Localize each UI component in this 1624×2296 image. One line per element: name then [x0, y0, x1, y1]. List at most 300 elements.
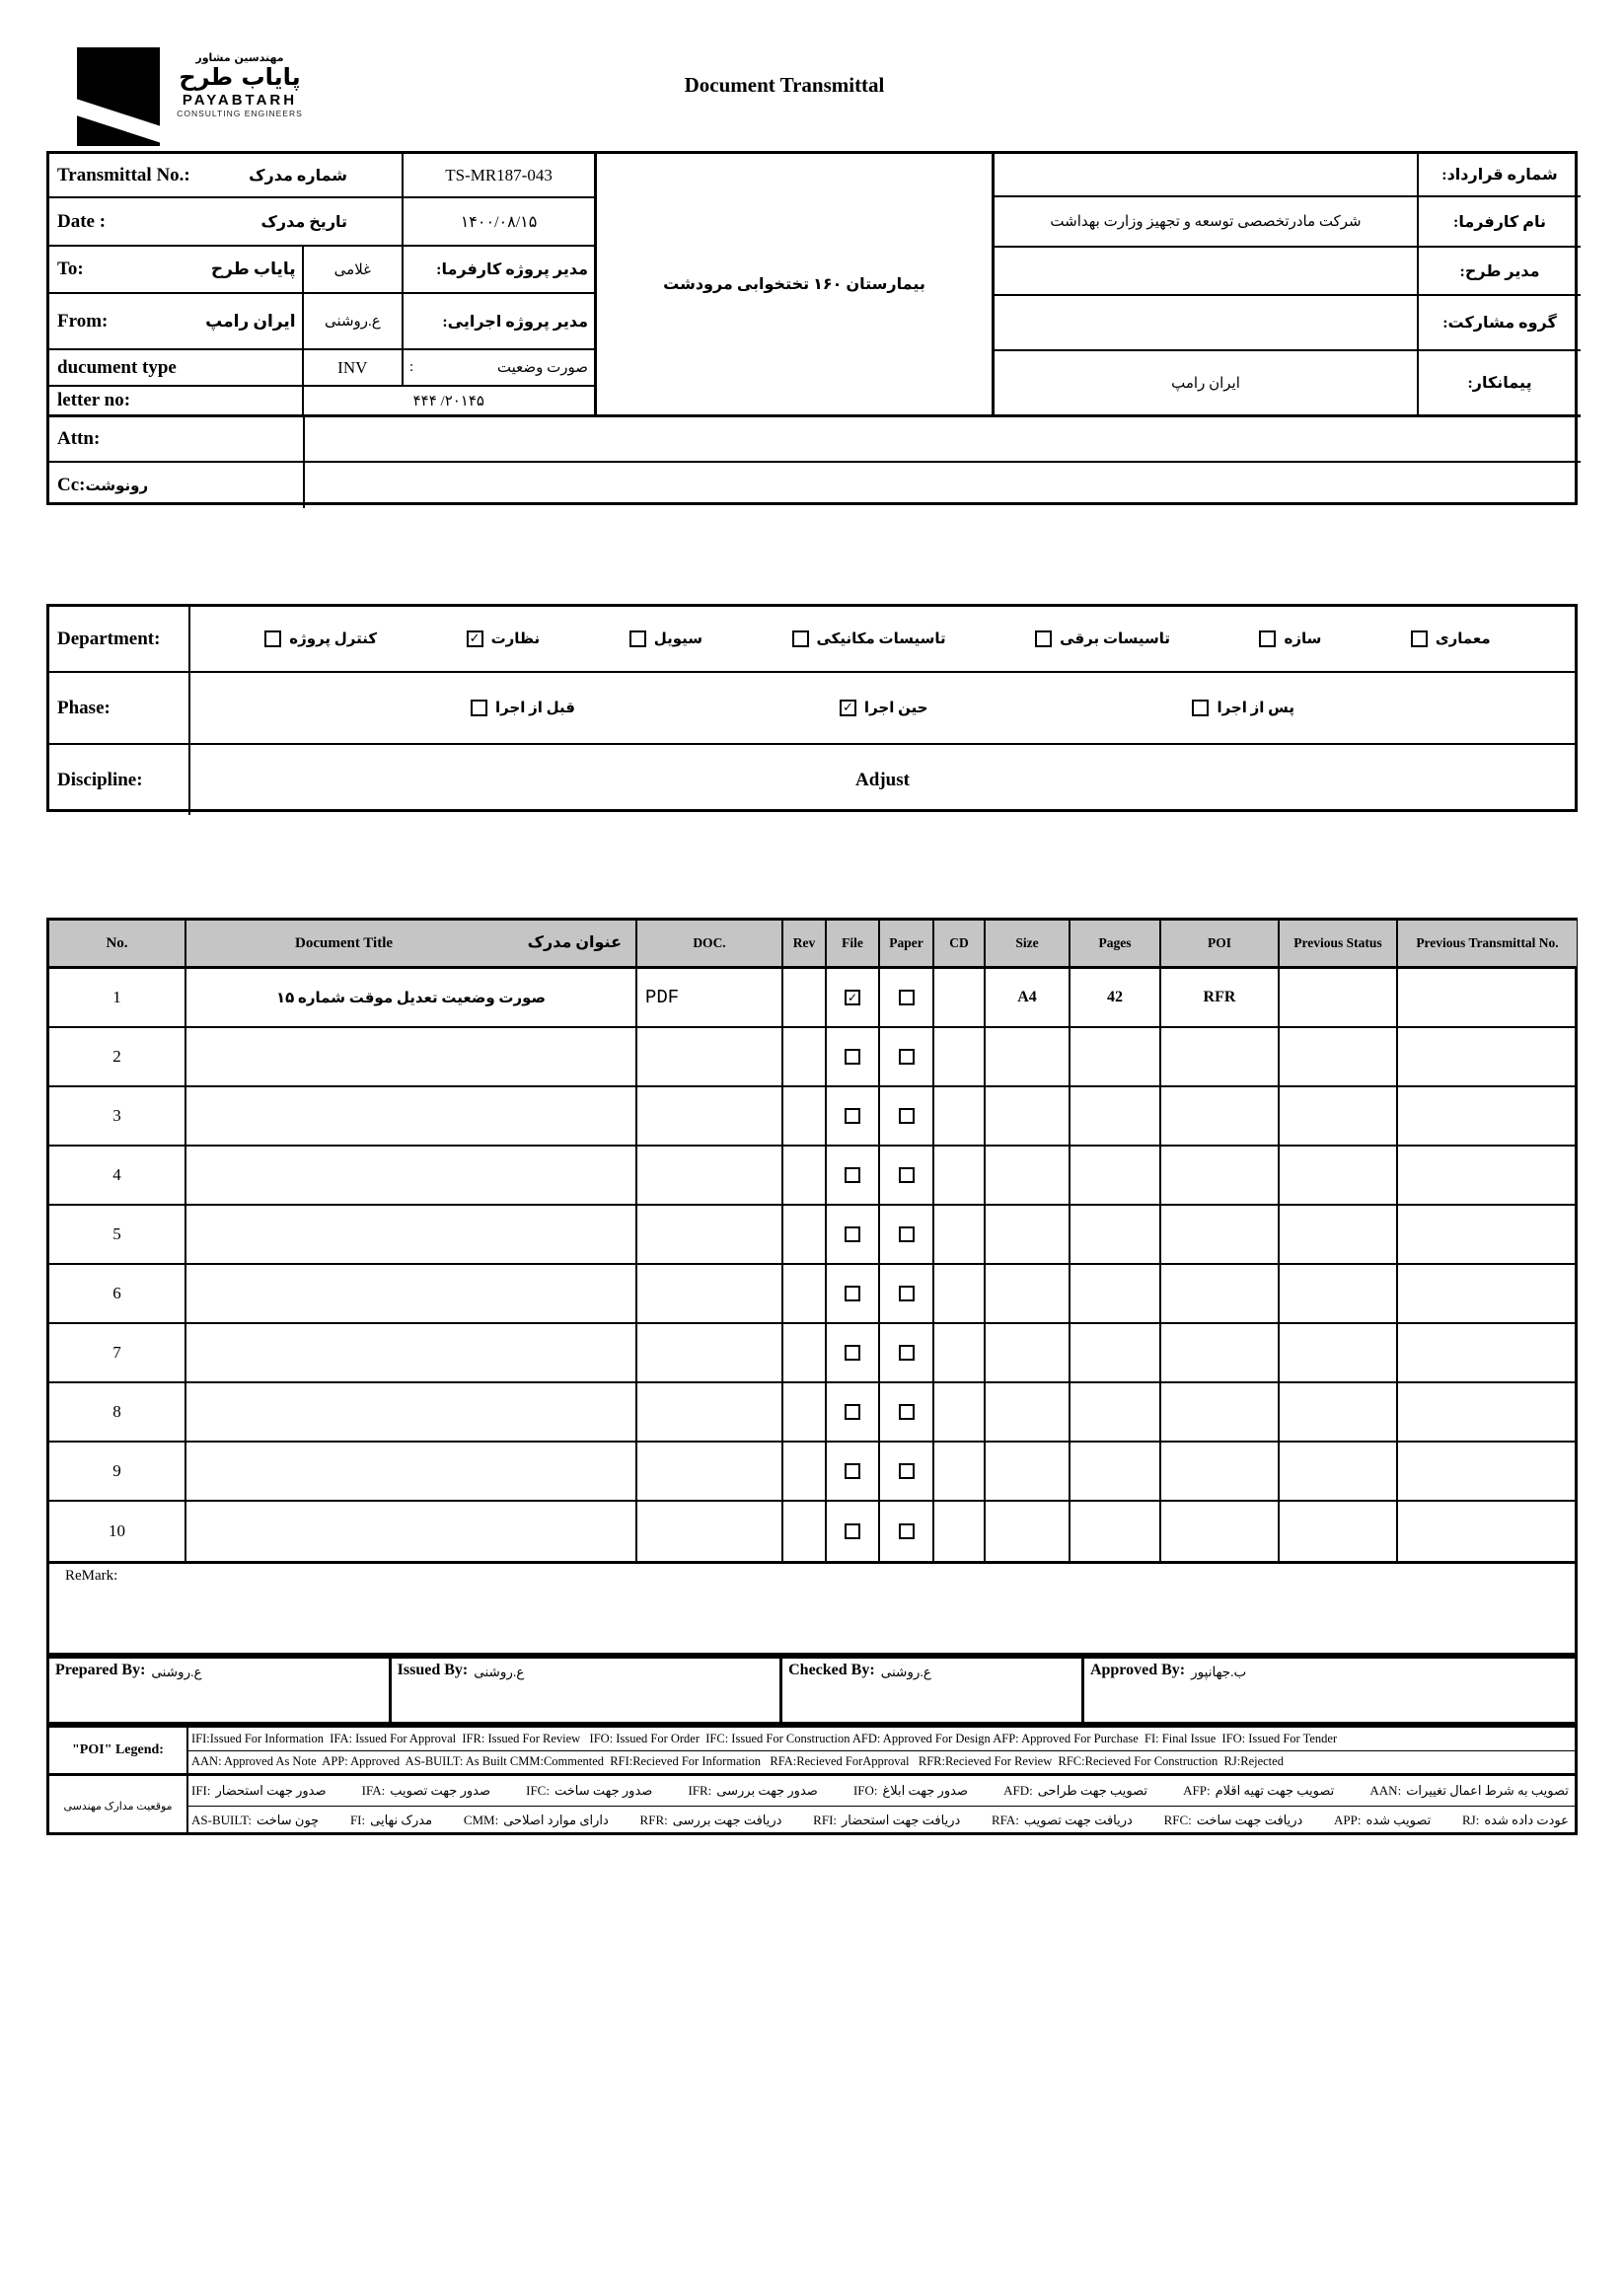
paper-checkbox[interactable] — [899, 1167, 915, 1183]
paper-checkbox[interactable] — [899, 1286, 915, 1301]
letterno-label: letter no: — [57, 390, 131, 410]
paper-cell — [880, 1206, 934, 1265]
paper-checkbox[interactable] — [899, 1049, 915, 1065]
table-row — [49, 1028, 1575, 1087]
prev-transmittal-value — [1398, 1443, 1577, 1502]
row-number: 2 — [49, 1028, 186, 1087]
paper-cell — [880, 1265, 934, 1324]
department-label: Department: — [49, 607, 190, 671]
department-option — [629, 630, 702, 648]
contract-info-label: شماره قرارداد: — [1441, 167, 1558, 184]
contract-info-row — [995, 154, 1581, 197]
department-checkbox[interactable] — [264, 630, 281, 647]
pages-value: 42 — [1070, 969, 1161, 1028]
doc-format — [637, 1206, 783, 1265]
prev-transmittal-value — [1398, 969, 1577, 1028]
cc-label-en: Cc: — [57, 475, 86, 495]
letterno-value: ۴۴۴ /۲۰۱۴۵ — [412, 393, 484, 409]
col-header-title-en: Document Title — [295, 935, 394, 951]
legend-item — [464, 1813, 609, 1828]
classification-table — [46, 604, 1578, 812]
pages-value — [1070, 1383, 1161, 1443]
prev-transmittal-value — [1398, 1265, 1577, 1324]
table-row — [49, 1265, 1575, 1324]
prev-transmittal-value — [1398, 1502, 1577, 1561]
poi-value — [1161, 1265, 1280, 1324]
file-cell — [827, 1443, 880, 1502]
department-option — [1035, 630, 1170, 648]
col-header-poi: POI — [1161, 921, 1280, 969]
contract-info-row — [995, 351, 1581, 414]
department-option-label: تاسیسات برقی — [1060, 631, 1170, 647]
poi-value — [1161, 1443, 1280, 1502]
from-value: ایران رامپ — [205, 311, 296, 331]
from-role-label: مدیر پروژه اجرایی: — [442, 313, 588, 331]
transmittal-no-label-fa: شماره مدرک — [249, 167, 348, 185]
legend-item-code: FI: — [349, 1813, 366, 1828]
department-option-label: سازه — [1284, 631, 1322, 647]
poi-value — [1161, 1087, 1280, 1147]
rev-value — [783, 1324, 827, 1383]
legend-item — [640, 1813, 782, 1828]
size-value — [986, 1147, 1070, 1206]
col-header-prev-status: Previous Status — [1280, 921, 1398, 969]
department-checkbox[interactable] — [1259, 630, 1276, 647]
rev-value — [783, 1206, 827, 1265]
col-header-title-fa: عنوان مدرک — [527, 934, 622, 952]
table-row — [49, 1087, 1575, 1147]
table-row — [49, 1206, 1575, 1265]
logo-fa-name: پایاب طرح — [179, 63, 301, 91]
from-person: ع.روشنی — [304, 294, 404, 348]
pages-value — [1070, 1502, 1161, 1561]
size-value — [986, 1087, 1070, 1147]
legend-item-code: RFC: — [1163, 1813, 1192, 1828]
prev-transmittal-value — [1398, 1087, 1577, 1147]
cd-value — [934, 1502, 986, 1561]
file-cell — [827, 1028, 880, 1087]
file-cell — [827, 1206, 880, 1265]
paper-cell — [880, 1383, 934, 1443]
contract-info-value — [995, 154, 1419, 195]
size-value — [986, 1206, 1070, 1265]
pages-value — [1070, 1265, 1161, 1324]
legend-item-code: RFA: — [991, 1813, 1019, 1828]
col-header-paper: Paper — [880, 921, 934, 969]
department-checkbox[interactable] — [1411, 630, 1428, 647]
file-checkbox[interactable] — [845, 1167, 860, 1183]
phase-option-label: پس از اجرا — [1217, 701, 1294, 716]
size-value — [986, 1383, 1070, 1443]
cd-value — [934, 1443, 986, 1502]
doc-format — [637, 1502, 783, 1561]
legend-item-code: CMM: — [463, 1813, 499, 1828]
file-cell — [827, 1324, 880, 1383]
approved-by-name: ب.جهانپور — [1191, 1665, 1247, 1679]
remark-label: ReMark: — [65, 1568, 118, 1584]
legend-item-code: RJ: — [1462, 1813, 1480, 1828]
table-row — [49, 1383, 1575, 1443]
documents-table — [46, 918, 1578, 1564]
discipline-value: Adjust — [855, 769, 910, 790]
paper-cell — [880, 1443, 934, 1502]
rev-value — [783, 1443, 827, 1502]
cc-label-fa: رونوشت — [85, 478, 149, 494]
row-number: 9 — [49, 1443, 186, 1502]
legend-item — [191, 1783, 327, 1799]
contract-info-table — [995, 154, 1581, 414]
table-row — [49, 969, 1575, 1028]
department-checkbox[interactable] — [1035, 630, 1052, 647]
legend-item — [1164, 1813, 1303, 1828]
legend-en-line1: IFI:Issued For Information IFA: Issued For Approval IFR: Issued For Review IFO: Issued For Order IFC: Issued For Construction AFD: Approved For Design AFP: Approved For Purchase FI: Final Issue IFO: Issued For Tender — [188, 1728, 1575, 1751]
date-label-fa: تاریخ مدرک — [260, 213, 348, 231]
doc-format — [637, 1324, 783, 1383]
rev-value — [783, 1028, 827, 1087]
row-number: 3 — [49, 1087, 186, 1147]
cc-value — [305, 463, 1581, 508]
legend-item-text: دریافت جهت بررسی — [672, 1813, 782, 1828]
poi-value — [1161, 1206, 1280, 1265]
col-header-rev: Rev — [783, 921, 827, 969]
contract-info-label: مدیر طرح: — [1459, 262, 1540, 280]
paper-checkbox[interactable] — [899, 1345, 915, 1361]
cd-value — [934, 1324, 986, 1383]
department-checkbox[interactable] — [792, 630, 809, 647]
legend-fa-line2 — [188, 1807, 1575, 1836]
prev-transmittal-value — [1398, 1324, 1577, 1383]
document-title — [186, 1502, 637, 1561]
project-name: بیمارستان ۱۶۰ تختخوابی مرودشت — [663, 276, 925, 293]
doc-format — [637, 1443, 783, 1502]
pages-value — [1070, 1147, 1161, 1206]
document-title — [186, 1324, 637, 1383]
pages-value — [1070, 1324, 1161, 1383]
prev-transmittal-value — [1398, 1028, 1577, 1087]
document-title — [186, 1087, 637, 1147]
cd-value — [934, 1265, 986, 1324]
rev-value — [783, 1502, 827, 1561]
paper-cell — [880, 1502, 934, 1561]
transmittal-info-table — [46, 151, 1578, 505]
legend-item-text: تصویب شده — [1366, 1813, 1432, 1828]
file-cell — [827, 1087, 880, 1147]
paper-checkbox[interactable] — [899, 1108, 915, 1124]
legend-item — [191, 1813, 319, 1828]
paper-checkbox[interactable] — [899, 1404, 915, 1420]
department-option-label: نظارت — [490, 631, 541, 647]
rev-value — [783, 1383, 827, 1443]
prev-status-value — [1280, 969, 1398, 1028]
legend-item-code: AFD: — [1003, 1782, 1033, 1798]
row-number: 5 — [49, 1206, 186, 1265]
to-role-label: مدیر پروژه کارفرما: — [436, 261, 588, 278]
cd-value — [934, 1028, 986, 1087]
department-option-label: سیویل — [653, 631, 702, 647]
legend-item-text: دریافت جهت تصویب — [1023, 1813, 1133, 1828]
contract-info-label: پیمانکار: — [1467, 375, 1532, 392]
department-option-label: کنترل پروژه — [289, 631, 378, 647]
prev-status-value — [1280, 1383, 1398, 1443]
document-title — [186, 1206, 637, 1265]
contract-info-row — [995, 248, 1581, 296]
paper-cell — [880, 1324, 934, 1383]
legend-item-code: IFC: — [526, 1782, 550, 1798]
prev-status-value — [1280, 1087, 1398, 1147]
poi-value — [1161, 1383, 1280, 1443]
doc-format — [637, 1147, 783, 1206]
row-number: 1 — [49, 969, 186, 1028]
poi-value: RFR — [1161, 969, 1280, 1028]
to-person: غلامی — [304, 247, 404, 292]
contract-info-value: ایران رامپ — [995, 351, 1419, 414]
col-header-no: No. — [49, 921, 186, 969]
file-checkbox[interactable]: ✓ — [845, 990, 860, 1005]
legend-item-code: RFI: — [813, 1813, 838, 1828]
size-value — [986, 1028, 1070, 1087]
checked-by-name: ع.روشنی — [880, 1665, 931, 1679]
size-value — [986, 1502, 1070, 1561]
table-row — [49, 1443, 1575, 1502]
logo-en-name: PAYABTARH — [182, 91, 298, 109]
department-option — [264, 630, 377, 648]
contract-info-value — [995, 296, 1419, 349]
department-option-label: تاسیسات مکانیکی — [816, 631, 946, 647]
approved-by-cell — [1084, 1659, 1575, 1722]
doc-format — [637, 1028, 783, 1087]
table-row — [49, 1147, 1575, 1206]
prev-transmittal-value — [1398, 1206, 1577, 1265]
attn-label: Attn: — [57, 428, 101, 449]
prepared-by-name: ع.روشنی — [151, 1665, 202, 1679]
to-value: پایاب طرح — [210, 259, 296, 278]
doc-format — [637, 1383, 783, 1443]
document-title — [186, 1147, 637, 1206]
document-title — [186, 1028, 637, 1087]
department-options — [190, 607, 1575, 671]
remark-box — [46, 1558, 1578, 1656]
poi-value — [1161, 1147, 1280, 1206]
poi-value — [1161, 1502, 1280, 1561]
phase-checkbox[interactable] — [471, 700, 487, 716]
size-value: A4 — [986, 969, 1070, 1028]
legend-item-text: تصویب به شرط اعمال تغییرات — [1406, 1782, 1569, 1798]
legend-item-text: صدور جهت ابلاغ — [882, 1782, 968, 1798]
row-number: 4 — [49, 1147, 186, 1206]
department-option-label: معماری — [1435, 631, 1491, 647]
signatures-row — [46, 1656, 1578, 1725]
prev-status-value — [1280, 1502, 1398, 1561]
legend-item-text: تصویب جهت تهیه اقلام — [1215, 1782, 1335, 1798]
checked-by-label: Checked By: — [788, 1662, 875, 1678]
file-checkbox[interactable] — [845, 1286, 860, 1301]
paper-cell — [880, 969, 934, 1028]
legend-item-text: صدور جهت بررسی — [716, 1782, 818, 1798]
legend-item-text: تصویب جهت طراحی — [1037, 1782, 1148, 1798]
document-title — [186, 1443, 637, 1502]
doctype-colon: : — [409, 359, 414, 375]
legend-item — [1183, 1783, 1334, 1799]
logo-swoosh-icon — [77, 97, 160, 146]
contract-info-value: شرکت مادرتخصصی توسعه و تجهیز وزارت بهداشت — [995, 197, 1419, 246]
legend-item — [813, 1813, 960, 1828]
legend-item-text: دارای موارد اصلاحی — [503, 1813, 609, 1828]
phase-checkbox[interactable] — [1192, 700, 1209, 716]
department-option — [792, 630, 946, 648]
department-option — [1259, 630, 1321, 648]
phase-option-label: قبل از اجرا — [494, 701, 575, 716]
paper-checkbox[interactable] — [899, 990, 915, 1005]
legend-item-text: صدور جهت تصویب — [390, 1782, 490, 1798]
contract-info-label: نام کارفرما: — [1453, 213, 1546, 231]
contract-info-row — [995, 296, 1581, 351]
prev-transmittal-value — [1398, 1383, 1577, 1443]
prev-status-value — [1280, 1028, 1398, 1087]
table-row — [49, 1324, 1575, 1383]
legend-item-text: دریافت جهت استحضار — [842, 1813, 961, 1828]
col-header-file: File — [827, 921, 880, 969]
poi-value — [1161, 1324, 1280, 1383]
prev-status-value — [1280, 1147, 1398, 1206]
legend-item-code: APP: — [1334, 1813, 1362, 1828]
col-header-pages: Pages — [1070, 921, 1161, 969]
date-value: ۱۴۰۰/۰۸/۱۵ — [460, 213, 538, 231]
checked-by-cell — [782, 1659, 1084, 1722]
legend-item-text: چون ساخت — [257, 1813, 320, 1828]
prepared-by-label: Prepared By: — [55, 1662, 146, 1678]
poi-legend-label: "POI" Legend: — [49, 1728, 188, 1773]
cd-value — [934, 1383, 986, 1443]
col-header-prev-transmittal: Previous Transmittal No. — [1398, 921, 1577, 969]
prev-status-value — [1280, 1206, 1398, 1265]
doc-format: PDF — [637, 969, 783, 1028]
cd-value — [934, 1087, 986, 1147]
prev-status-value — [1280, 1265, 1398, 1324]
poi-value — [1161, 1028, 1280, 1087]
documents-table-header — [49, 921, 1575, 969]
legend-item — [853, 1783, 968, 1799]
paper-cell — [880, 1028, 934, 1087]
poi-legend — [46, 1725, 1578, 1835]
row-number: 6 — [49, 1265, 186, 1324]
file-checkbox[interactable] — [845, 1345, 860, 1361]
row-number: 10 — [49, 1502, 186, 1561]
logo-fa-subtitle: مهندسین مشاور — [195, 51, 284, 64]
legend-item-code: IFO: — [852, 1782, 878, 1798]
file-cell — [827, 1265, 880, 1324]
file-checkbox[interactable] — [845, 1404, 860, 1420]
cd-value — [934, 1147, 986, 1206]
legend-item-code: AFP: — [1183, 1782, 1211, 1798]
approved-by-label: Approved By: — [1089, 1662, 1186, 1678]
cd-value — [934, 969, 986, 1028]
size-value — [986, 1443, 1070, 1502]
prev-status-value — [1280, 1443, 1398, 1502]
legend-fa-line1 — [188, 1776, 1575, 1807]
legend-item — [1369, 1783, 1569, 1799]
department-option — [467, 630, 541, 648]
legend-item — [526, 1783, 652, 1799]
document-title: صورت وضعیت تعدیل موقت شماره ۱۵ — [186, 969, 637, 1028]
issued-by-name: ع.روشنی — [474, 1665, 525, 1679]
paper-cell — [880, 1087, 934, 1147]
contract-info-value — [995, 248, 1419, 294]
transmittal-left-table — [49, 154, 597, 414]
legend-item-code: IFI: — [191, 1782, 211, 1798]
legend-item — [362, 1783, 490, 1799]
department-checkbox[interactable]: ✓ — [467, 630, 483, 647]
cd-value — [934, 1206, 986, 1265]
legend-en-line2: AAN: Approved As Note APP: Approved AS-BUILT: As Built CMM:Commented RFI:Recieved For Information RFA:Recieved ForApproval RFR:Recieved For Review RFC:Recieved For Construction RJ:Rejected — [191, 1754, 1284, 1769]
contract-info-row — [995, 197, 1581, 248]
paper-checkbox[interactable] — [899, 1523, 915, 1539]
phase-checkbox[interactable]: ✓ — [840, 700, 856, 716]
prepared-by-cell — [49, 1659, 392, 1722]
doctype-label: ducument type — [57, 356, 177, 378]
attn-row — [49, 414, 1581, 461]
row-number: 7 — [49, 1324, 186, 1383]
legend-item — [1334, 1813, 1431, 1828]
file-cell — [827, 1383, 880, 1443]
size-value — [986, 1265, 1070, 1324]
logo-en-subtitle: CONSULTING ENGINEERS — [177, 108, 303, 118]
doctype-value: INV — [304, 350, 404, 385]
file-cell — [827, 969, 880, 1028]
pages-value — [1070, 1206, 1161, 1265]
row-number: 8 — [49, 1383, 186, 1443]
paper-checkbox[interactable] — [899, 1463, 915, 1479]
phase-label: Phase: — [49, 673, 190, 743]
col-header-cd: CD — [934, 921, 986, 969]
table-row — [49, 1502, 1575, 1561]
paper-checkbox[interactable] — [899, 1226, 915, 1242]
doctype-fa: صورت وضعیت — [496, 360, 588, 376]
file-checkbox[interactable] — [845, 1463, 860, 1479]
prev-status-value — [1280, 1324, 1398, 1383]
pages-value — [1070, 1028, 1161, 1087]
project-name-cell — [597, 154, 995, 414]
legend-item-text: دریافت جهت ساخت — [1196, 1813, 1303, 1828]
file-checkbox[interactable] — [845, 1523, 860, 1539]
file-checkbox[interactable] — [845, 1226, 860, 1242]
department-option — [1411, 630, 1491, 648]
legend-item — [350, 1813, 432, 1828]
page-title: Document Transmittal — [684, 73, 885, 97]
from-label: From: — [57, 310, 109, 332]
legend-item-text: مدرک نهایی — [370, 1813, 433, 1828]
legend-item-code: AAN: — [1369, 1782, 1402, 1798]
legend-item-text: صدور جهت ساخت — [554, 1782, 653, 1798]
size-value — [986, 1324, 1070, 1383]
col-header-size: Size — [986, 921, 1070, 969]
department-checkbox[interactable] — [629, 630, 646, 647]
attn-value — [305, 417, 1581, 461]
rev-value — [783, 969, 827, 1028]
file-checkbox[interactable] — [845, 1049, 860, 1065]
cc-row — [49, 461, 1581, 508]
issued-by-cell — [392, 1659, 782, 1722]
pages-value — [1070, 1443, 1161, 1502]
rev-value — [783, 1265, 827, 1324]
legend-item-code: AS-BUILT: — [191, 1813, 252, 1828]
discipline-label: Discipline: — [49, 745, 190, 815]
file-checkbox[interactable] — [845, 1108, 860, 1124]
fa-legend-label: موقعیت مدارک مهندسی — [49, 1776, 188, 1835]
prev-transmittal-value — [1398, 1147, 1577, 1206]
phase-option — [840, 699, 928, 717]
legend-item — [1003, 1783, 1147, 1799]
col-header-doc: DOC. — [637, 921, 783, 969]
